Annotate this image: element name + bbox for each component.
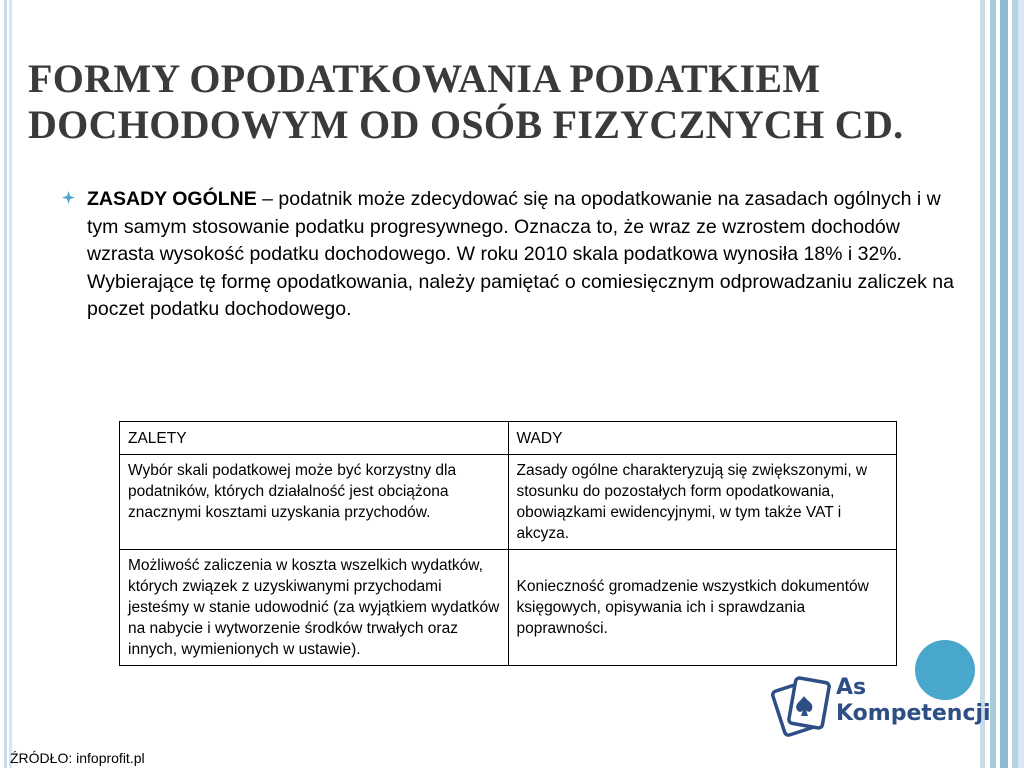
pros-cons-table [119,421,897,666]
logo-line-kompetencji: Kompetencji [836,701,991,726]
table-cell: Zasady ogólne charakteryzują się zwiększonymi, w stosunku do pozostałych form opodatkowania, obowiązkami ewidencyjnymi, w tym także VAT i akcyza. [508,455,897,550]
logo-wordmark [836,676,991,728]
table-cell: Możliwość zaliczenia w koszta wszelkich wydatków, których związek z uzyskiwanymi przychodami jesteśmy w stanie udowodnić (za wyjątkiem wydatków na nabycie i wytworzenie środków trwałych oraz innych, wymienionych w ustawie). [120,550,509,666]
header-cell-pros: ZALETY [120,422,509,455]
left-border-frame [0,0,12,768]
bullet-paragraph [87,186,962,324]
as-kompetencji-logo [770,672,995,742]
table-cell: Konieczność gromadzenie wszystkich dokumentów księgowych, opisywania ich i sprawdzania poprawności. [508,550,897,666]
source-note: ŹRÓDŁO: infoprofit.pl [10,750,145,766]
table-row [120,455,897,550]
header-cell-cons: WADY [508,422,897,455]
bullet-body: – podatnik może zdecydować się na opodatkowanie na zasadach ogólnych i w tym samym stosowanie podatku progresywnego. Oznacza to, że wraz ze wzrostem dochodów wzrasta wysokość podatku dochodowego. W roku 2010 skala podatkowa wynosiła 18% i 32%. Wybierające tę formę opodatkowania, należy pamiętać o comiesięcznym odprowadzaniu zaliczek na poczet podatku dochodowego. [87,188,954,320]
table-header-row [120,422,897,455]
card-spade-logo-icon [770,672,836,740]
right-decorative-stripes [980,0,1024,768]
diamond-bullet-icon [62,191,75,207]
bullet-item [62,186,962,324]
table-cell: Wybór skali podatkowej może być korzystny dla podatników, których działalność jest obciążona znacznymi kosztami uzyskania przychodów. [120,455,509,550]
slide-title: FORMY OPODATKOWANIA PODATKIEM DOCHODOWYM OD OSÓB FIZYCZNYCH CD. [28,56,904,147]
logo-line-as: As [836,675,867,700]
bullet-lead: ZASADY OGÓLNE [87,188,257,210]
table-row [120,550,897,666]
